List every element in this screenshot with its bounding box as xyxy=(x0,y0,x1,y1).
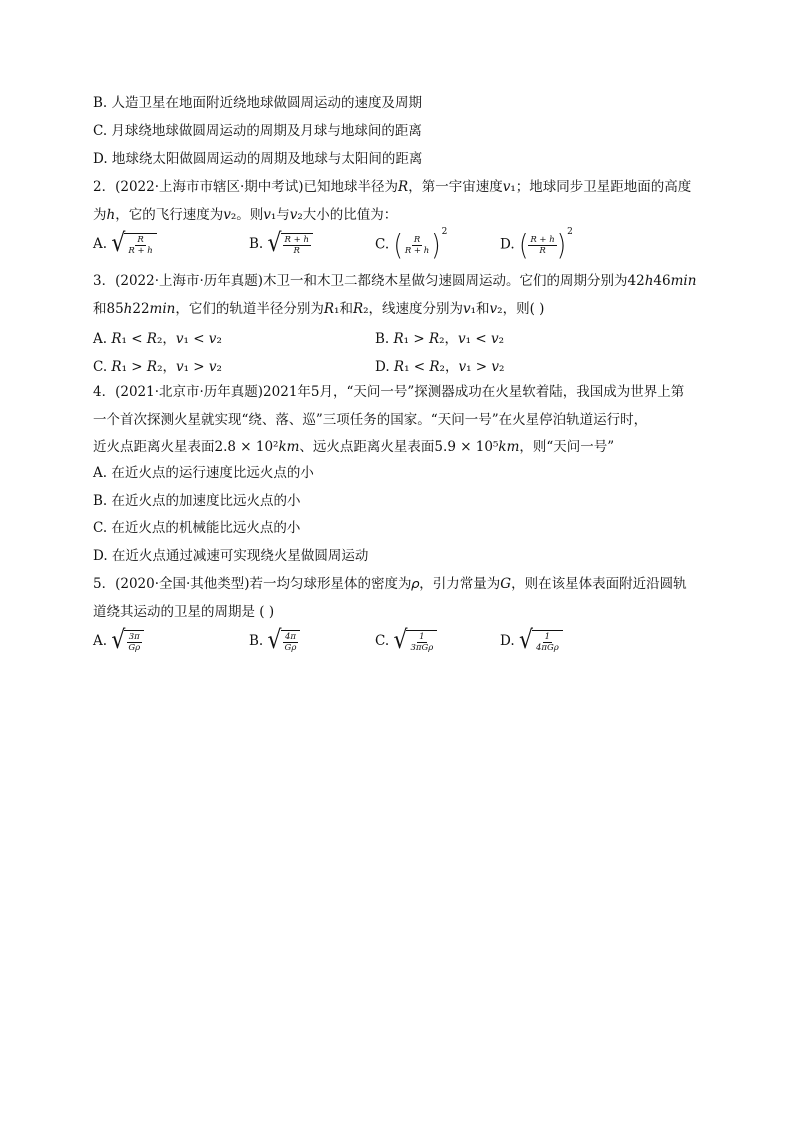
q1-option-d: D. 地球绕太阳做圆周运动的周期及地球与太阳间的距离 xyxy=(93,151,423,167)
sqrt-expression: √ $\frac{4\pi}{G\rho}$ xyxy=(268,630,301,653)
sqrt-expression: √ $\frac{R}{R + h}$ xyxy=(111,233,156,256)
q3-stem-line2: 和85ℎ22𝑚𝑖𝑛，它们的轨道半径分别为𝑅₁和𝑅₂，线速度分别为𝑣₁和𝑣₂，则( ) xyxy=(93,301,545,317)
q4-stem-line3: 近火点距离火星表面2.8 × 10²𝑘𝑚、远火点距离火星表面5.9 × 10⁵𝑘𝑚，则“天问一号” xyxy=(93,439,615,455)
q5-option-b: B. √ $\frac{4\pi}{G\rho}$ xyxy=(249,630,300,653)
q5-option-d: D. √ $\frac{1}{\text{4πGρ}}$ xyxy=(500,630,563,653)
q2-stem-line2: 为ℎ，它的飞行速度为𝑣₂。则𝑣₁与𝑣₂大小的比值为： xyxy=(93,207,398,223)
squared-fraction: ( $\frac{R}{R + h}$ ) 2 xyxy=(393,227,448,262)
q2-option-b: B. √ $\frac{R + h}{R}$ xyxy=(249,233,313,256)
squared-fraction: ( $\frac{R + h}{R}$ ) 2 xyxy=(518,227,573,262)
sqrt-expression: √ $\frac{R + h}{R}$ xyxy=(268,233,313,256)
sqrt-expression: √ $\frac{1}{\text{3πGρ}}$ xyxy=(393,630,437,653)
q3-stem-line1: 3．(2022·上海市·历年真题)木卫一和木卫二都绕木星做匀速圆周运动。它们的周期分别为42ℎ46𝑚𝑖𝑛 xyxy=(93,273,697,289)
q4-option-d: D. 在近火点通过减速可实现绕火星做圆周运动 xyxy=(93,548,369,564)
q4-option-b: B. 在近火点的加速度比远火点的小 xyxy=(93,493,301,509)
q4-stem-line2: 一个首次探测火星就实现“绕、落、巡”三项任务的国家。“天问一号”在火星停泊轨道运行时， xyxy=(93,412,648,428)
q5-option-a: A. √ $\frac{3\pi}{G\rho}$ xyxy=(93,630,144,653)
q3-option-d: D. 𝑅₁ < 𝑅₂，𝑣₁ > 𝑣₂ xyxy=(375,359,505,375)
q3-option-b: B. 𝑅₁ > 𝑅₂，𝑣₁ < 𝑣₂ xyxy=(375,331,505,347)
q4-option-c: C. 在近火点的机械能比远火点的小 xyxy=(93,520,301,536)
q3-option-c: C. 𝑅₁ > 𝑅₂，𝑣₁ > 𝑣₂ xyxy=(93,359,222,375)
sqrt-expression: √ $\frac{1}{\text{4πGρ}}$ xyxy=(519,630,563,653)
q3-option-a: A. 𝑅₁ < 𝑅₂，𝑣₁ < 𝑣₂ xyxy=(93,331,222,347)
q5-stem-line1: 5．(2020·全国·其他类型)若一均匀球形星体的密度为𝜌，引力常量为𝐺，则在该星体表面附近沿圆轨 xyxy=(93,576,687,592)
q4-stem-line1: 4．(2021·北京市·历年真题)2021年5月，“天问一号”探测器成功在火星软着陆，我国成为世界上第 xyxy=(93,384,685,400)
q2-option-a: A. √ $\frac{R}{R + h}$ xyxy=(93,233,157,256)
q1-option-c: C. 月球绕地球做圆周运动的周期及月球与地球间的距离 xyxy=(93,123,422,139)
q2-option-d: D. ( $\frac{R + h}{R}$ ) 2 xyxy=(500,227,573,262)
q5-stem-line2: 道绕其运动的卫星的周期是 ( ) xyxy=(93,604,275,620)
q1-option-b: B. 人造卫星在地面附近绕地球做圆周运动的速度及周期 xyxy=(93,95,423,111)
q5-option-c: C. √ $\frac{1}{\text{3πGρ}}$ xyxy=(375,630,437,653)
q2-stem-line1: 2．(2022·上海市市辖区·期中考试)已知地球半径为𝑅，第一宇宙速度𝑣₁；地球同步卫星距地面的高度 xyxy=(93,179,692,195)
q2-option-c: C. ( $\frac{R}{R + h}$ ) 2 xyxy=(375,227,448,262)
sqrt-expression: √ $\frac{3\pi}{G\rho}$ xyxy=(111,630,144,653)
q4-option-a: A. 在近火点的运行速度比远火点的小 xyxy=(93,465,314,481)
